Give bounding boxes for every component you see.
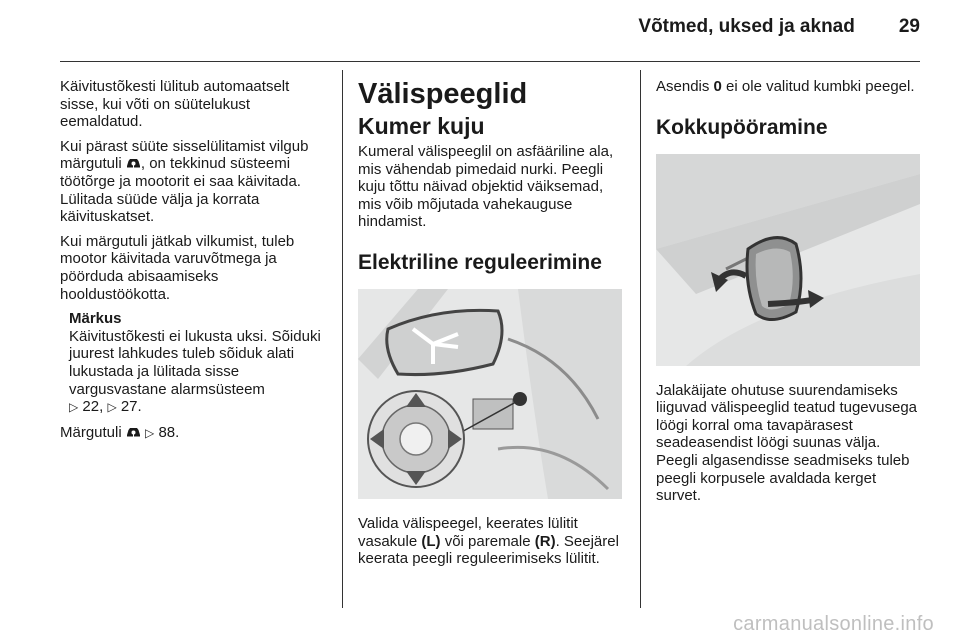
mirror-control-drawing <box>358 289 622 499</box>
text: Valida välispeegel, keerates lülitit vasakule <box>358 514 578 550</box>
triangle-ref-icon: ▷ <box>69 400 79 415</box>
subsection-heading: Kumer kuju <box>358 113 485 139</box>
text: Märgutuli <box>60 423 126 441</box>
text: . Seejärel keerata peegli reguleerimiseks lülitit. <box>358 532 619 568</box>
text: Kui pärast süüte sisselülitamist vilgub märgutuli <box>60 137 309 173</box>
mirror-fold-illustration <box>656 154 920 366</box>
page-reference-link[interactable]: 88 <box>158 423 176 441</box>
immobiliser-car-key-icon <box>126 426 141 438</box>
bold-position-zero: 0 <box>713 78 722 95</box>
subsection-heading: Kokkupööramine <box>656 115 828 139</box>
page-header <box>638 16 920 38</box>
column-3 <box>656 78 920 512</box>
header-rule <box>60 61 920 62</box>
paragraph <box>656 78 920 96</box>
subsection-heading: Elektriline reguleerimine <box>358 250 602 274</box>
note-text: Käivitustõkesti ei lukusta uksi. Sõiduki juurest lahkudes tuleb sõiduk alati lukustada ja lülitada sisse vargusvastane alarmsüsteem <box>69 327 321 398</box>
paragraph: Jalakäijate ohutuse suurendamiseks liiguvad välispeeglid teatud tugevusega löögi korral oma tavapärasest seadeasendist löögi suunas välja. Peegli algasendisse seadmiseks tuleb peegli korpusele avaldada kerget survet. <box>656 381 918 505</box>
page-title: Võtmed, uksed ja aknad <box>638 16 855 37</box>
immobiliser-car-key-icon <box>126 157 141 169</box>
section-heading: Välispeeglid <box>358 78 528 110</box>
paragraph: Käivitustõkesti lülitub automaatselt sisse, kui võti on süütelukust eemaldatud. <box>60 78 290 131</box>
column-divider <box>640 70 641 608</box>
bold-label-right: (R) <box>534 532 556 550</box>
paragraph: Kumeral välispeeglil on asfääriline ala, mis vähendab pimedaid nurki. Peegli kuju tõttu näivad objektid väiksemad, mis võib mõjutada vahekauguse hindamist. <box>358 143 614 231</box>
mirror-fold-drawing <box>656 154 920 366</box>
text: Asendis <box>656 78 714 95</box>
text: , on tekkinud süsteemi töötõrge ja mootorit ei saa käivitada. Lülitada süüde välja ja korrata käivituskatset. <box>60 155 301 226</box>
column-divider <box>342 70 343 608</box>
note-title: Märkus <box>69 310 122 328</box>
page-reference-link[interactable]: 22 <box>82 398 100 416</box>
column-2 <box>358 78 624 575</box>
page-reference-link[interactable]: 27 <box>120 398 138 416</box>
paragraph: Kui märgutuli jätkab vilkumist, tuleb mootor käivitada varuvõtmega ja pöörduda abisaamiseks hooldustöökotta. <box>60 232 295 303</box>
paragraph <box>358 515 624 568</box>
paragraph <box>60 138 330 226</box>
bold-label-left: (L) <box>421 532 441 550</box>
text: ei ole valitud kumbki peegel. <box>721 78 915 95</box>
note-box: Märkus Käivitustõkesti ei lukusta uksi. Sõiduki juurest lahkudes tuleb sõiduk alati lukustada ja lülitada sisse vargusvastane alarmsüsteem ▷ 22, ▷ 27. <box>69 310 330 417</box>
triangle-ref-icon: ▷ <box>145 425 155 440</box>
watermark: carmanualsonline.info <box>733 613 934 635</box>
column-1 <box>60 78 330 449</box>
triangle-ref-icon: ▷ <box>107 400 117 415</box>
text: või paremale <box>440 532 535 550</box>
paragraph: Märgutuli ▷ 88. <box>60 423 180 441</box>
mirror-adjust-illustration <box>358 289 622 499</box>
page-number: 29 <box>898 16 920 37</box>
